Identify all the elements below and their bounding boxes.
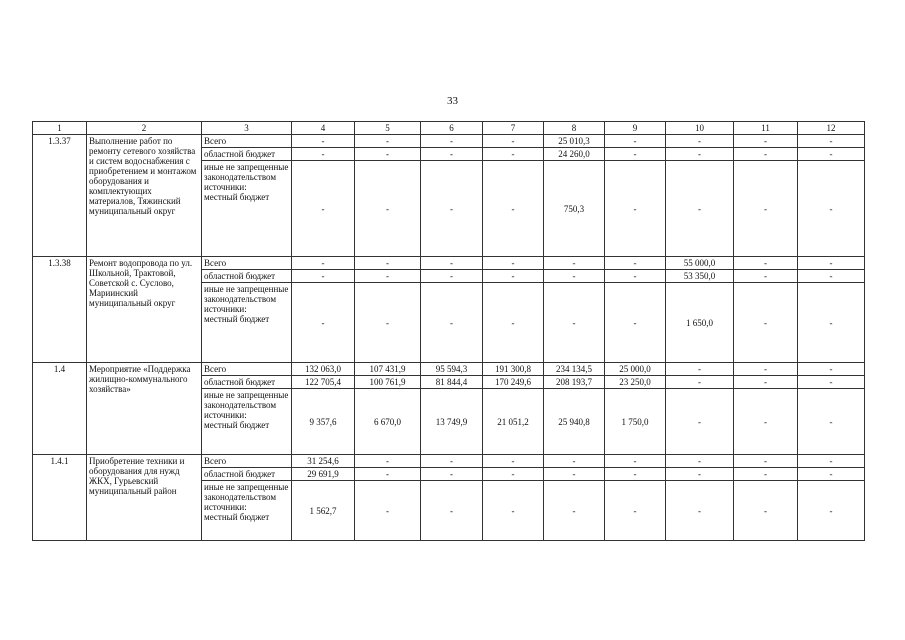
- value-cell: 6 670,0: [355, 389, 421, 455]
- value-cell: 9 357,6: [292, 389, 355, 455]
- value-cell: -: [421, 270, 483, 283]
- value-cell: -: [421, 148, 483, 161]
- column-number: 7: [483, 122, 544, 135]
- value-cell: -: [483, 468, 544, 481]
- value-cell: 208 193,7: [544, 376, 605, 389]
- value-cell: 95 594,3: [421, 363, 483, 376]
- table-row-total: [33, 455, 865, 468]
- value-cell: 55 000,0: [666, 257, 734, 270]
- value-cell: -: [734, 161, 798, 257]
- value-cell: -: [734, 481, 798, 541]
- value-cell: -: [355, 161, 421, 257]
- item-name: Ремонт водопровода по ул. Школьной, Трактовой, Советской с. Суслово, Мариинский муниципальный округ: [87, 257, 202, 363]
- column-number-row: [33, 122, 865, 135]
- item-code: 1.4: [33, 363, 87, 455]
- local-budget-label: местный бюджет: [204, 512, 270, 522]
- value-cell: -: [355, 283, 421, 363]
- value-cell: 24 260,0: [544, 148, 605, 161]
- value-cell: 31 254,6: [292, 455, 355, 468]
- value-cell: 100 761,9: [355, 376, 421, 389]
- value-cell: -: [666, 161, 734, 257]
- source-label-other: [202, 389, 292, 455]
- value-cell: -: [734, 389, 798, 455]
- column-number: 5: [355, 122, 421, 135]
- value-cell: -: [666, 481, 734, 541]
- value-cell: -: [483, 148, 544, 161]
- value-cell: -: [292, 148, 355, 161]
- value-cell: -: [544, 468, 605, 481]
- column-number: 1: [33, 122, 87, 135]
- value-cell: -: [798, 363, 865, 376]
- item-code: 1.3.38: [33, 257, 87, 363]
- value-cell: 21 051,2: [483, 389, 544, 455]
- item-name: Приобретение техники и оборудования для нужд ЖКХ, Гурьевский муниципальный район: [87, 455, 202, 541]
- item-name: Выполнение работ по ремонту сетевого хозяйства и систем водоснабжения с приобретением и монтажом оборудования и комплектующих материалов, Тяжинский муниципальный округ: [87, 135, 202, 257]
- item-code: 1.4.1: [33, 455, 87, 541]
- value-cell: -: [734, 376, 798, 389]
- value-cell: -: [292, 270, 355, 283]
- value-cell: -: [734, 270, 798, 283]
- value-cell: -: [483, 135, 544, 148]
- value-cell: -: [292, 161, 355, 257]
- value-cell: -: [666, 376, 734, 389]
- source-label-regional: областной бюджет: [202, 270, 292, 283]
- value-cell: -: [734, 363, 798, 376]
- value-cell: -: [605, 468, 666, 481]
- value-cell: 107 431,9: [355, 363, 421, 376]
- value-cell: 122 705,4: [292, 376, 355, 389]
- value-cell: -: [666, 468, 734, 481]
- value-cell: 29 691,9: [292, 468, 355, 481]
- value-cell: -: [292, 135, 355, 148]
- column-number: 12: [798, 122, 865, 135]
- source-label-regional: областной бюджет: [202, 148, 292, 161]
- value-cell: -: [544, 270, 605, 283]
- value-cell: 53 350,0: [666, 270, 734, 283]
- value-cell: 750,3: [544, 161, 605, 257]
- value-cell: -: [605, 257, 666, 270]
- value-cell: -: [798, 161, 865, 257]
- value-cell: -: [421, 135, 483, 148]
- value-cell: -: [421, 257, 483, 270]
- value-cell: -: [544, 455, 605, 468]
- value-cell: 170 249,6: [483, 376, 544, 389]
- source-label-other: [202, 481, 292, 541]
- value-cell: -: [483, 161, 544, 257]
- value-cell: -: [605, 148, 666, 161]
- value-cell: -: [798, 135, 865, 148]
- value-cell: -: [734, 257, 798, 270]
- value-cell: -: [734, 455, 798, 468]
- value-cell: -: [666, 135, 734, 148]
- source-label-regional: областной бюджет: [202, 468, 292, 481]
- value-cell: -: [483, 257, 544, 270]
- value-cell: -: [421, 468, 483, 481]
- source-label-total: Всего: [202, 363, 292, 376]
- value-cell: -: [798, 481, 865, 541]
- source-label-other: [202, 283, 292, 363]
- value-cell: -: [798, 270, 865, 283]
- table-row-total: [33, 363, 865, 376]
- value-cell: -: [605, 283, 666, 363]
- value-cell: -: [666, 389, 734, 455]
- other-sources-label: иные не запрещенные законодательством источники:: [204, 284, 289, 314]
- value-cell: -: [421, 481, 483, 541]
- column-number: 2: [87, 122, 202, 135]
- value-cell: 13 749,9: [421, 389, 483, 455]
- value-cell: -: [421, 455, 483, 468]
- value-cell: -: [734, 135, 798, 148]
- value-cell: -: [483, 270, 544, 283]
- local-budget-label: местный бюджет: [204, 314, 270, 324]
- column-number: 9: [605, 122, 666, 135]
- value-cell: -: [544, 283, 605, 363]
- value-cell: -: [292, 257, 355, 270]
- local-budget-label: местный бюджет: [204, 192, 270, 202]
- value-cell: -: [798, 468, 865, 481]
- column-number: 8: [544, 122, 605, 135]
- value-cell: 81 844,4: [421, 376, 483, 389]
- value-cell: -: [666, 148, 734, 161]
- value-cell: -: [605, 481, 666, 541]
- source-label-total: Всего: [202, 257, 292, 270]
- value-cell: -: [798, 376, 865, 389]
- value-cell: 1 562,7: [292, 481, 355, 541]
- value-cell: 1 750,0: [605, 389, 666, 455]
- value-cell: -: [798, 455, 865, 468]
- value-cell: -: [483, 481, 544, 541]
- value-cell: -: [355, 135, 421, 148]
- local-budget-label: местный бюджет: [204, 420, 270, 430]
- value-cell: -: [355, 481, 421, 541]
- value-cell: 25 000,0: [605, 363, 666, 376]
- value-cell: -: [666, 363, 734, 376]
- budget-table: [32, 121, 865, 541]
- column-number: 4: [292, 122, 355, 135]
- value-cell: -: [544, 257, 605, 270]
- value-cell: -: [734, 468, 798, 481]
- item-name: Мероприятие «Поддержка жилищно-коммунального хозяйства»: [87, 363, 202, 455]
- value-cell: 23 250,0: [605, 376, 666, 389]
- value-cell: -: [798, 389, 865, 455]
- value-cell: 234 134,5: [544, 363, 605, 376]
- value-cell: 25 940,8: [544, 389, 605, 455]
- table-row-total: [33, 135, 865, 148]
- column-number: 11: [734, 122, 798, 135]
- value-cell: -: [798, 148, 865, 161]
- item-code: 1.3.37: [33, 135, 87, 257]
- value-cell: -: [355, 148, 421, 161]
- value-cell: -: [798, 283, 865, 363]
- value-cell: 132 063,0: [292, 363, 355, 376]
- value-cell: -: [355, 468, 421, 481]
- value-cell: -: [734, 148, 798, 161]
- table-row-total: [33, 257, 865, 270]
- value-cell: -: [292, 283, 355, 363]
- value-cell: -: [355, 257, 421, 270]
- source-label-other: [202, 161, 292, 257]
- value-cell: -: [605, 135, 666, 148]
- page-number: 33: [447, 95, 458, 107]
- table-body: [33, 122, 865, 541]
- source-label-total: Всего: [202, 455, 292, 468]
- value-cell: -: [734, 283, 798, 363]
- value-cell: -: [355, 270, 421, 283]
- value-cell: -: [355, 455, 421, 468]
- value-cell: -: [605, 455, 666, 468]
- value-cell: -: [666, 455, 734, 468]
- value-cell: 191 300,8: [483, 363, 544, 376]
- other-sources-label: иные не запрещенные законодательством источники:: [204, 482, 289, 512]
- other-sources-label: иные не запрещенные законодательством источники:: [204, 162, 289, 192]
- value-cell: -: [544, 481, 605, 541]
- value-cell: -: [483, 283, 544, 363]
- column-number: 6: [421, 122, 483, 135]
- source-label-total: Всего: [202, 135, 292, 148]
- column-number: 3: [202, 122, 292, 135]
- source-label-regional: областной бюджет: [202, 376, 292, 389]
- value-cell: -: [483, 455, 544, 468]
- value-cell: -: [421, 283, 483, 363]
- column-number: 10: [666, 122, 734, 135]
- other-sources-label: иные не запрещенные законодательством источники:: [204, 390, 289, 420]
- value-cell: -: [605, 161, 666, 257]
- value-cell: -: [421, 161, 483, 257]
- value-cell: 1 650,0: [666, 283, 734, 363]
- value-cell: 25 010,3: [544, 135, 605, 148]
- value-cell: -: [605, 270, 666, 283]
- value-cell: -: [798, 257, 865, 270]
